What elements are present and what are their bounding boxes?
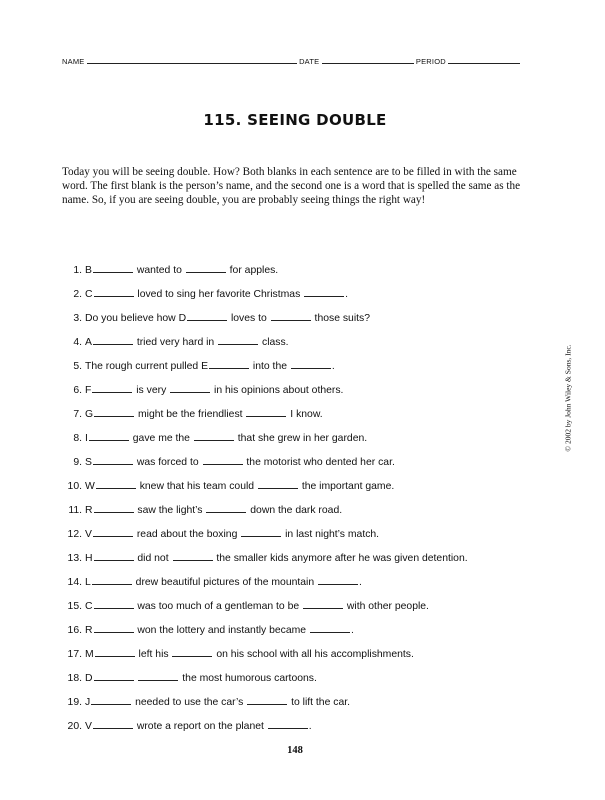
question-text: in his opinions about others. [211, 385, 344, 396]
question-text: was too much of a gentleman to be [134, 601, 303, 612]
question-text: that she grew in her garden. [234, 433, 368, 444]
question-text: to lift the car. [288, 697, 350, 708]
question-text: read about the boxing [133, 529, 241, 540]
question-text: the smaller kids anymore after he was given detention. [213, 553, 468, 564]
question-number: 20. [67, 721, 82, 732]
student-info-header [62, 55, 532, 66]
question-item [62, 551, 542, 575]
question-text: J [85, 697, 91, 708]
answer-blank[interactable] [95, 647, 135, 657]
question-number: 14. [67, 577, 82, 588]
answer-blank[interactable] [94, 671, 134, 681]
answer-blank[interactable] [258, 479, 298, 489]
answer-blank[interactable] [173, 551, 213, 561]
question-text: F [85, 385, 92, 396]
question-text: R [85, 625, 93, 636]
answer-blank[interactable] [291, 359, 331, 369]
question-text: G [85, 409, 94, 420]
answer-blank[interactable] [246, 407, 286, 417]
question-number: 11. [68, 505, 82, 516]
question-number: 9. [73, 457, 82, 468]
question-text: V [85, 721, 92, 732]
question-text: in last night’s match. [282, 529, 380, 540]
question-text: D [85, 673, 93, 684]
question-item [62, 359, 542, 383]
answer-blank[interactable] [93, 719, 133, 729]
answer-blank[interactable] [94, 407, 134, 417]
question-text: was forced to [133, 457, 202, 468]
question-text: S [85, 457, 92, 468]
question-number: 19. [67, 697, 82, 708]
answer-blank[interactable] [96, 479, 136, 489]
question-number: 5. [73, 361, 82, 372]
name-label: NAME [62, 57, 85, 66]
question-text: R [85, 505, 93, 516]
question-text: for apples. [226, 265, 279, 276]
question-text: . [345, 289, 349, 300]
page-number: 148 [287, 745, 303, 756]
question-text: H [85, 553, 93, 564]
question-text: the motorist who dented her car. [243, 457, 395, 468]
question-item [62, 647, 542, 671]
period-field[interactable] [448, 55, 520, 64]
answer-blank[interactable] [247, 695, 287, 705]
answer-blank[interactable] [241, 527, 281, 537]
question-text: saw the light’s [134, 505, 206, 516]
question-text: . [359, 577, 362, 588]
question-text: . [308, 721, 312, 732]
question-text: class. [259, 337, 289, 348]
question-text: W [85, 481, 95, 492]
question-number: 2. [73, 289, 82, 300]
question-text: B [85, 265, 92, 276]
answer-blank[interactable] [94, 287, 134, 297]
question-text: I [85, 433, 88, 444]
question-text: The rough current pulled E [85, 361, 209, 372]
question-number: 10. [67, 481, 82, 492]
question-text: those suits? [311, 313, 371, 324]
answer-blank[interactable] [93, 455, 133, 465]
question-item [62, 335, 542, 359]
answer-blank[interactable] [206, 503, 246, 513]
answer-blank[interactable] [303, 599, 343, 609]
question-text: loves to [228, 313, 270, 324]
question-item [62, 455, 542, 479]
question-text: down the dark road. [247, 505, 343, 516]
answer-blank[interactable] [318, 575, 358, 585]
question-item [62, 695, 542, 719]
answer-blank[interactable] [172, 647, 212, 657]
answer-blank[interactable] [186, 263, 226, 273]
period-label: PERIOD [415, 57, 446, 66]
answer-blank[interactable] [304, 287, 344, 297]
question-number: 13. [67, 553, 82, 564]
question-number: 17. [67, 649, 82, 660]
question-item [62, 527, 542, 551]
worksheet-title: 115. SEEING DOUBLE [203, 111, 387, 129]
copyright-text: © 2002 by John Wiley & Sons, Inc. [563, 344, 573, 452]
answer-blank[interactable] [93, 527, 133, 537]
question-item [62, 575, 542, 599]
question-number: 6. [73, 385, 82, 396]
answer-blank[interactable] [94, 599, 134, 609]
question-text: the important game. [298, 481, 395, 492]
answer-blank[interactable] [271, 311, 311, 321]
question-number: 18. [67, 673, 82, 684]
question-text: drew beautiful pictures of the mountain [132, 577, 318, 588]
question-text: might be the friendliest [135, 409, 246, 420]
question-text: left his [135, 649, 172, 660]
question-text: did not [134, 553, 172, 564]
question-text: C [85, 601, 93, 612]
answer-blank[interactable] [187, 311, 227, 321]
answer-blank[interactable] [92, 383, 132, 393]
question-text: is very [133, 385, 170, 396]
question-text: V [85, 529, 92, 540]
question-number: 12. [67, 529, 82, 540]
answer-blank[interactable] [203, 455, 243, 465]
question-text [135, 673, 138, 684]
answer-blank[interactable] [94, 623, 134, 633]
date-label: DATE [299, 57, 320, 66]
question-item [62, 407, 542, 431]
instructions-paragraph: Today you will be seeing double. How? Both blanks in each sentence are to be filled in with the same word. The first blank is the person’s name, and the second one is a word that is spelled the same as the name. So, if you are seeing double, you are probably seeing things the right way! [62, 166, 521, 207]
answer-blank[interactable] [93, 335, 133, 345]
question-item [62, 479, 542, 503]
name-field[interactable] [87, 55, 297, 64]
question-number: 15. [67, 601, 82, 612]
question-item [62, 263, 542, 287]
question-text: needed to use the car’s [132, 697, 247, 708]
question-item [62, 287, 542, 311]
question-text: into the [250, 361, 290, 372]
question-text: loved to sing her favorite Christmas [134, 289, 304, 300]
answer-blank[interactable] [209, 359, 249, 369]
copyright-notice [563, 338, 573, 458]
question-number: 16. [67, 625, 82, 636]
question-item [62, 623, 542, 647]
answer-blank[interactable] [94, 503, 134, 513]
question-text: Do you believe how D [85, 313, 187, 324]
answer-blank[interactable] [310, 623, 350, 633]
answer-blank[interactable] [194, 431, 234, 441]
answer-blank[interactable] [89, 431, 129, 441]
question-item [62, 383, 542, 407]
question-text: C [85, 289, 93, 300]
answer-blank[interactable] [91, 695, 131, 705]
date-field[interactable] [322, 55, 414, 64]
question-item [62, 503, 542, 527]
question-text: on his school with all his accomplishments. [213, 649, 414, 660]
question-text: I know. [287, 409, 323, 420]
answer-blank[interactable] [94, 551, 134, 561]
question-number: 8. [73, 433, 82, 444]
question-text: tried very hard in [133, 337, 218, 348]
question-text: gave me the [129, 433, 193, 444]
question-text: wanted to [133, 265, 185, 276]
question-item [62, 311, 542, 335]
question-number: 7. [73, 409, 82, 420]
question-number: 4. [73, 337, 82, 348]
question-list [62, 263, 542, 743]
question-text: knew that his team could [136, 481, 257, 492]
answer-blank[interactable] [218, 335, 258, 345]
answer-blank[interactable] [268, 719, 308, 729]
answer-blank[interactable] [170, 383, 210, 393]
question-item [62, 671, 542, 695]
question-text: won the lottery and instantly became [134, 625, 309, 636]
question-item [62, 719, 542, 743]
question-text: . [331, 361, 335, 372]
question-text: M [85, 649, 94, 660]
question-item [62, 599, 542, 623]
question-text: wrote a report on the planet [133, 721, 267, 732]
question-text: with other people. [344, 601, 429, 612]
answer-blank[interactable] [92, 575, 132, 585]
answer-blank[interactable] [93, 263, 133, 273]
question-text: A [85, 337, 92, 348]
question-item [62, 431, 542, 455]
question-text: the most humorous cartoons. [179, 673, 317, 684]
question-text: . [350, 625, 354, 636]
answer-blank[interactable] [138, 671, 178, 681]
question-text: L [85, 577, 91, 588]
question-number: 3. [73, 313, 82, 324]
question-number: 1. [73, 265, 82, 276]
